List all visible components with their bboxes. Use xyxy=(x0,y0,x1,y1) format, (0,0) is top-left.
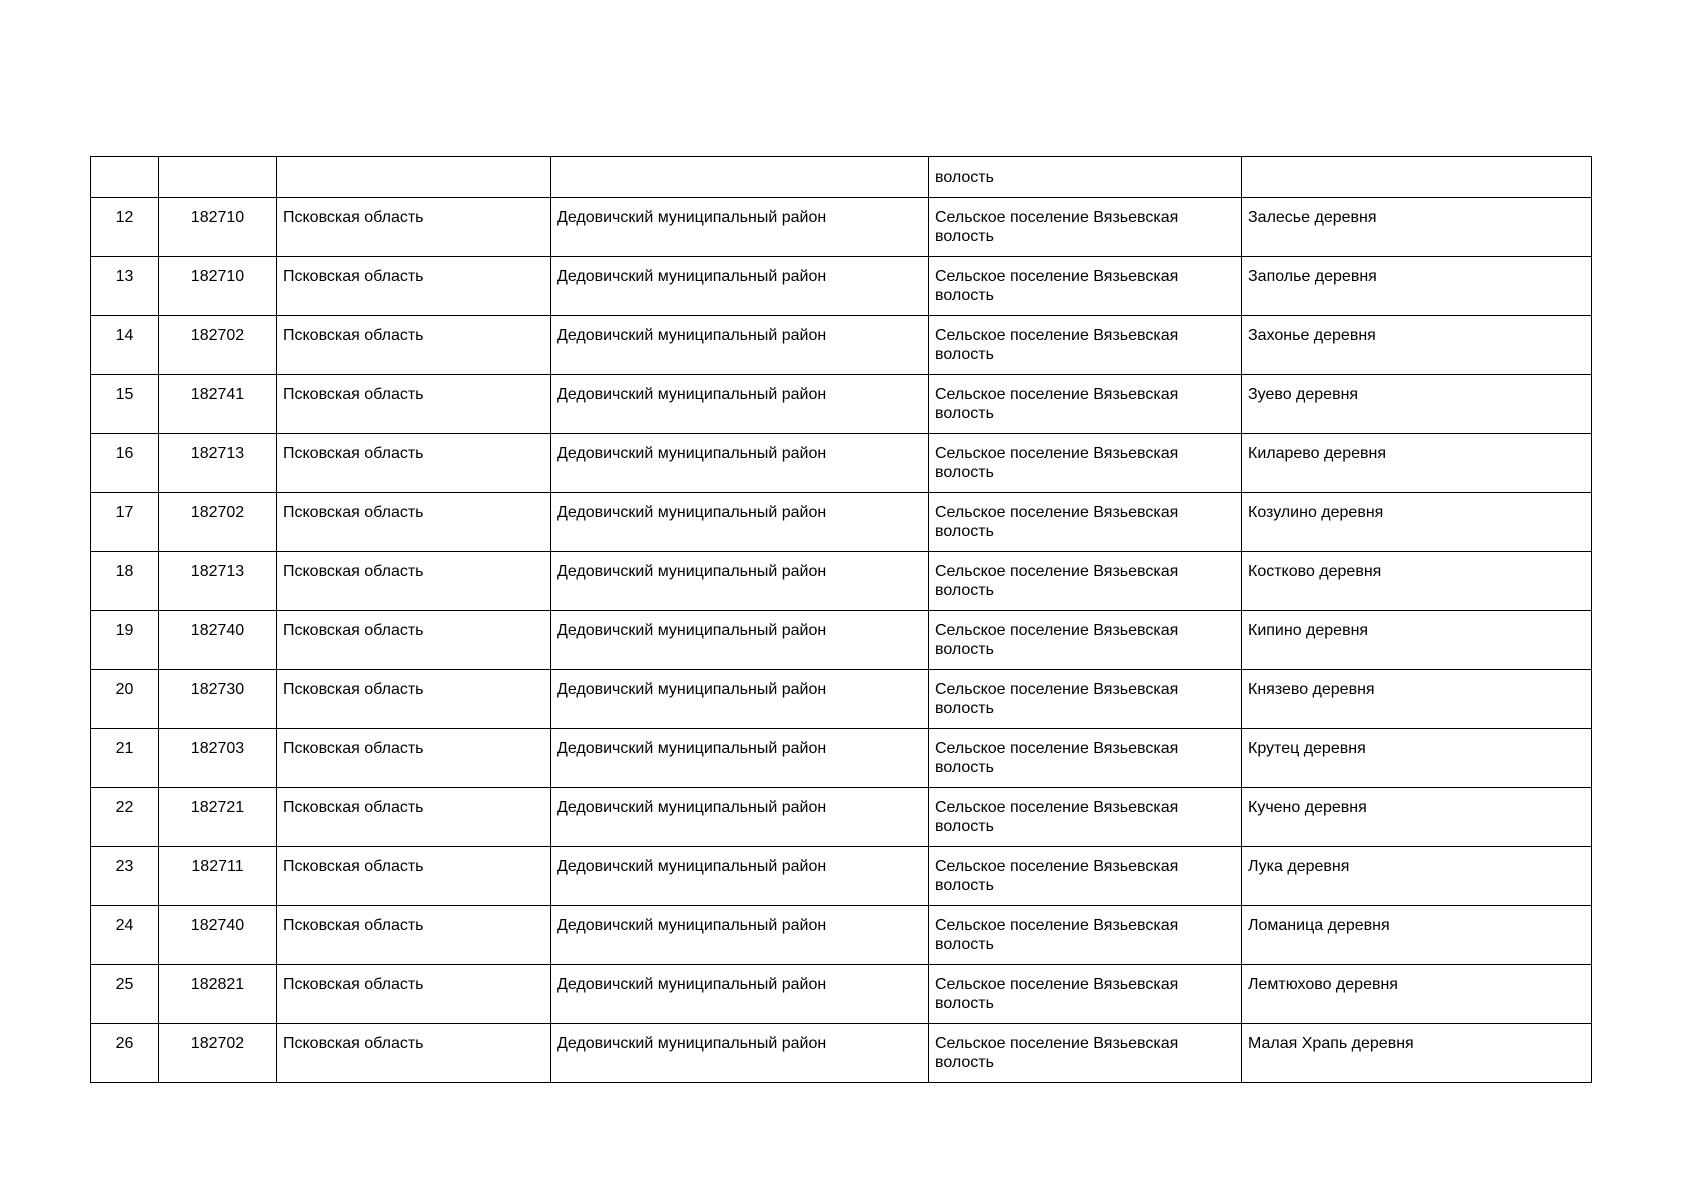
cell-place: Киларево деревня xyxy=(1242,434,1592,493)
cell-district: Дедовичский муниципальный район xyxy=(551,434,929,493)
cell-num: 26 xyxy=(91,1024,159,1083)
cell-district: Дедовичский муниципальный район xyxy=(551,788,929,847)
cell-district xyxy=(551,157,929,198)
cell-settlement: Сельское поселение Вязьевская волость xyxy=(929,257,1242,316)
cell-code: 182740 xyxy=(159,611,277,670)
table-row xyxy=(91,1024,1592,1083)
cell-code: 182713 xyxy=(159,434,277,493)
cell-place: Лемтюхово деревня xyxy=(1242,965,1592,1024)
cell-district: Дедовичский муниципальный район xyxy=(551,729,929,788)
cell-num: 14 xyxy=(91,316,159,375)
cell-num: 23 xyxy=(91,847,159,906)
cell-region: Псковская область xyxy=(277,1024,551,1083)
cell-place: Крутец деревня xyxy=(1242,729,1592,788)
cell-settlement: Сельское поселение Вязьевская волость xyxy=(929,316,1242,375)
cell-num: 25 xyxy=(91,965,159,1024)
cell-region: Псковская область xyxy=(277,670,551,729)
cell-place: Ломаница деревня xyxy=(1242,906,1592,965)
table-row xyxy=(91,493,1592,552)
cell-district: Дедовичский муниципальный район xyxy=(551,316,929,375)
cell-place: Малая Храпь деревня xyxy=(1242,1024,1592,1083)
continuation-row xyxy=(91,157,1592,198)
table-row xyxy=(91,375,1592,434)
table-row xyxy=(91,965,1592,1024)
table-row xyxy=(91,316,1592,375)
cell-settlement: Сельское поселение Вязьевская волость xyxy=(929,198,1242,257)
cell-district: Дедовичский муниципальный район xyxy=(551,198,929,257)
cell-region: Псковская область xyxy=(277,965,551,1024)
cell-region: Псковская область xyxy=(277,611,551,670)
cell-district: Дедовичский муниципальный район xyxy=(551,375,929,434)
cell-code: 182741 xyxy=(159,375,277,434)
cell-place: Лука деревня xyxy=(1242,847,1592,906)
cell-code: 182710 xyxy=(159,257,277,316)
cell-district: Дедовичский муниципальный район xyxy=(551,847,929,906)
cell-region: Псковская область xyxy=(277,375,551,434)
cell-region: Псковская область xyxy=(277,847,551,906)
cell-code: 182730 xyxy=(159,670,277,729)
cell-place: Залесье деревня xyxy=(1242,198,1592,257)
cell-code: 182702 xyxy=(159,493,277,552)
cell-code: 182711 xyxy=(159,847,277,906)
table-row xyxy=(91,906,1592,965)
cell-settlement: Сельское поселение Вязьевская волость xyxy=(929,729,1242,788)
cell-district: Дедовичский муниципальный район xyxy=(551,552,929,611)
cell-num: 24 xyxy=(91,906,159,965)
cell-code: 182721 xyxy=(159,788,277,847)
cell-settlement: Сельское поселение Вязьевская волость xyxy=(929,434,1242,493)
table-row xyxy=(91,670,1592,729)
cell-code: 182703 xyxy=(159,729,277,788)
cell-place: Зуево деревня xyxy=(1242,375,1592,434)
cell-district: Дедовичский муниципальный район xyxy=(551,493,929,552)
cell-place: Кипино деревня xyxy=(1242,611,1592,670)
cell-district: Дедовичский муниципальный район xyxy=(551,611,929,670)
cell-code: 182713 xyxy=(159,552,277,611)
cell-region: Псковская область xyxy=(277,198,551,257)
cell-settlement: Сельское поселение Вязьевская волость xyxy=(929,670,1242,729)
cell-code: 182821 xyxy=(159,965,277,1024)
cell-place: Козулино деревня xyxy=(1242,493,1592,552)
cell-num: 22 xyxy=(91,788,159,847)
cell-settlement: Сельское поселение Вязьевская волость xyxy=(929,611,1242,670)
table-row xyxy=(91,434,1592,493)
cell-settlement: волость xyxy=(929,157,1242,198)
cell-region: Псковская область xyxy=(277,552,551,611)
cell-num: 12 xyxy=(91,198,159,257)
cell-region xyxy=(277,157,551,198)
cell-place: Захонье деревня xyxy=(1242,316,1592,375)
cell-code: 182710 xyxy=(159,198,277,257)
cell-num: 19 xyxy=(91,611,159,670)
cell-num xyxy=(91,157,159,198)
cell-settlement: Сельское поселение Вязьевская волость xyxy=(929,1024,1242,1083)
cell-district: Дедовичский муниципальный район xyxy=(551,906,929,965)
cell-district: Дедовичский муниципальный район xyxy=(551,670,929,729)
cell-region: Псковская область xyxy=(277,788,551,847)
cell-region: Псковская область xyxy=(277,257,551,316)
table-row xyxy=(91,198,1592,257)
cell-settlement: Сельское поселение Вязьевская волость xyxy=(929,965,1242,1024)
cell-num: 20 xyxy=(91,670,159,729)
cell-place: Князево деревня xyxy=(1242,670,1592,729)
cell-place: Заполье деревня xyxy=(1242,257,1592,316)
cell-settlement: Сельское поселение Вязьевская волость xyxy=(929,552,1242,611)
cell-settlement: Сельское поселение Вязьевская волость xyxy=(929,375,1242,434)
table-row xyxy=(91,729,1592,788)
cell-place xyxy=(1242,157,1592,198)
cell-settlement: Сельское поселение Вязьевская волость xyxy=(929,847,1242,906)
table-row xyxy=(91,847,1592,906)
settlements-table xyxy=(90,156,1592,1083)
cell-code: 182702 xyxy=(159,316,277,375)
table-row xyxy=(91,257,1592,316)
cell-num: 15 xyxy=(91,375,159,434)
cell-code xyxy=(159,157,277,198)
cell-num: 16 xyxy=(91,434,159,493)
cell-region: Псковская область xyxy=(277,434,551,493)
cell-settlement: Сельское поселение Вязьевская волость xyxy=(929,493,1242,552)
cell-region: Псковская область xyxy=(277,316,551,375)
cell-code: 182740 xyxy=(159,906,277,965)
cell-district: Дедовичский муниципальный район xyxy=(551,965,929,1024)
table-row xyxy=(91,611,1592,670)
cell-place: Костково деревня xyxy=(1242,552,1592,611)
cell-code: 182702 xyxy=(159,1024,277,1083)
table-row xyxy=(91,552,1592,611)
cell-num: 13 xyxy=(91,257,159,316)
cell-region: Псковская область xyxy=(277,493,551,552)
cell-region: Псковская область xyxy=(277,729,551,788)
cell-num: 18 xyxy=(91,552,159,611)
cell-settlement: Сельское поселение Вязьевская волость xyxy=(929,788,1242,847)
cell-district: Дедовичский муниципальный район xyxy=(551,257,929,316)
cell-num: 17 xyxy=(91,493,159,552)
cell-place: Кучено деревня xyxy=(1242,788,1592,847)
cell-region: Псковская область xyxy=(277,906,551,965)
cell-district: Дедовичский муниципальный район xyxy=(551,1024,929,1083)
cell-settlement: Сельское поселение Вязьевская волость xyxy=(929,906,1242,965)
table-row xyxy=(91,788,1592,847)
cell-num: 21 xyxy=(91,729,159,788)
